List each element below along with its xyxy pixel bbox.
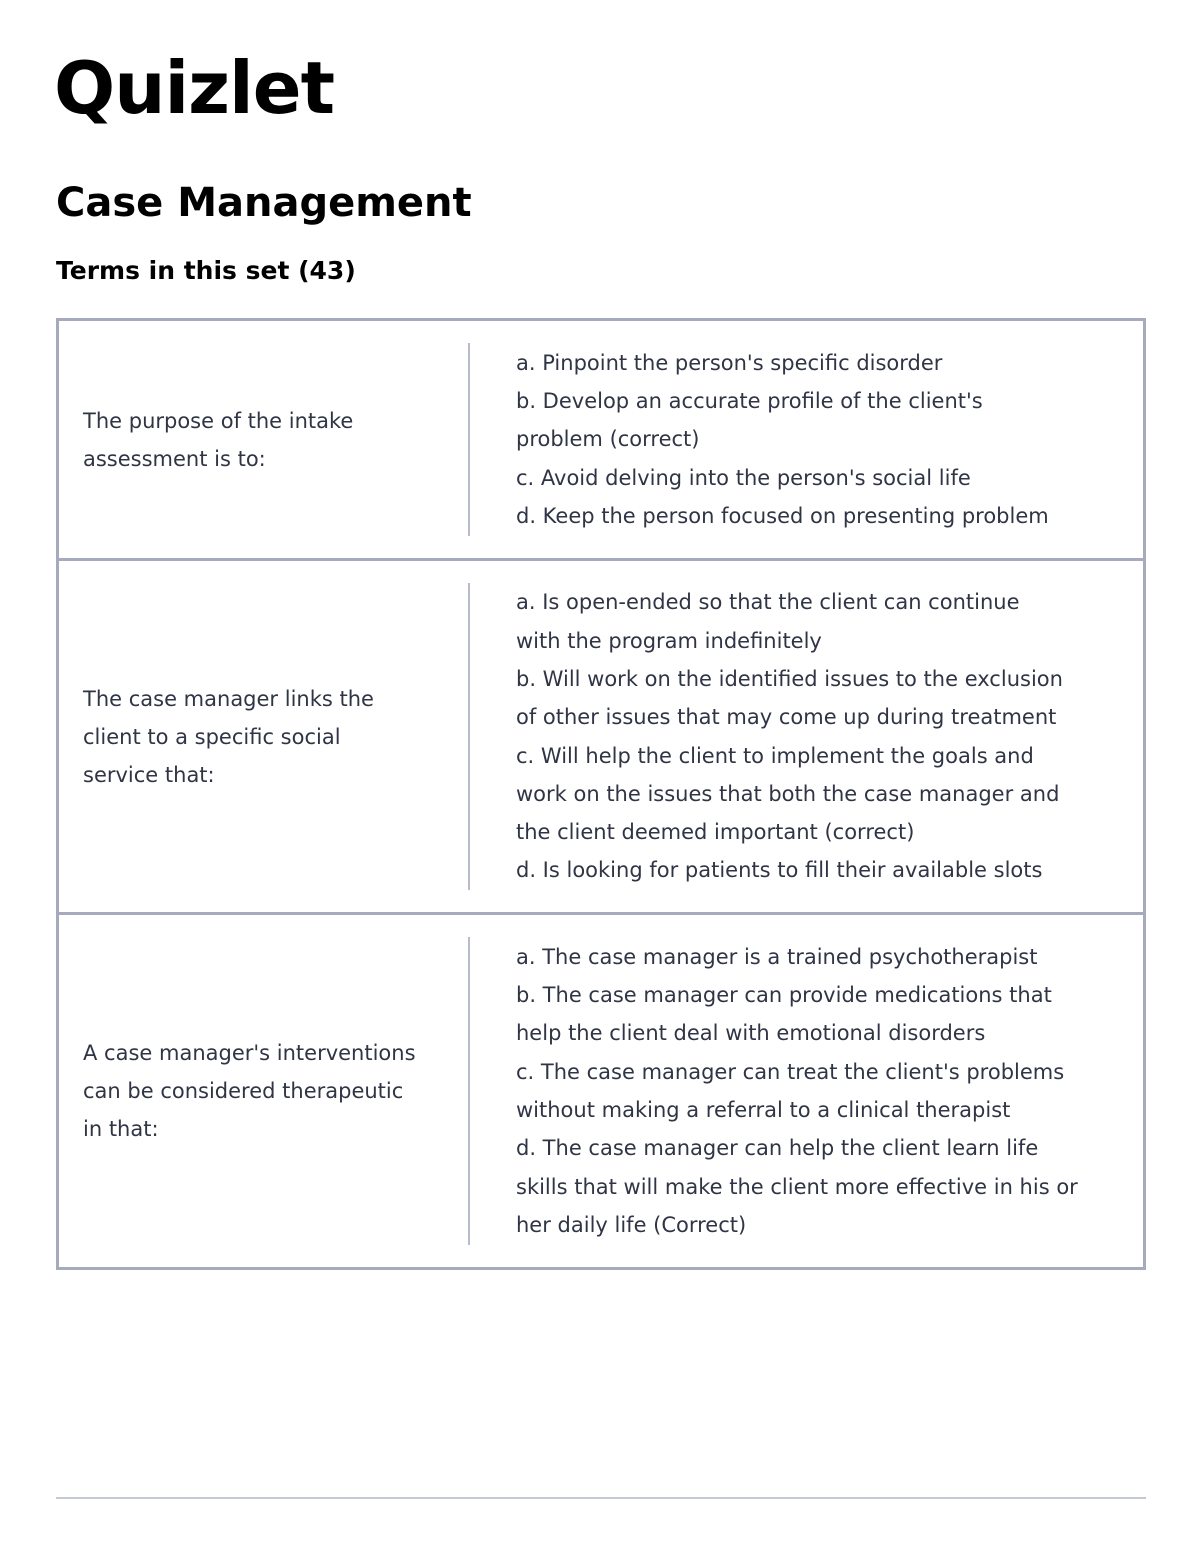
definition-text: [470, 561, 1140, 912]
term-text: [59, 915, 468, 1267]
definition-line: with the program indefinitely: [516, 628, 822, 653]
definition-line: c. The case manager can treat the client's problems: [516, 1059, 1065, 1084]
definition-line: b. Will work on the identified issues to the exclusion: [516, 666, 1063, 691]
definition-line: a. Is open-ended so that the client can continue: [516, 590, 1020, 615]
definition-line: a. Pinpoint the person's specific disorder: [516, 350, 943, 375]
term-line: service that:: [83, 762, 215, 787]
term-line: The purpose of the intake: [83, 408, 354, 433]
term-line: assessment is to:: [83, 446, 266, 471]
footer-divider: [56, 1497, 1146, 1499]
term-text: [59, 561, 468, 912]
definition-text: [470, 321, 1140, 558]
set-title: Case Management: [56, 180, 472, 226]
term-text: [59, 321, 468, 558]
definition-line: b. Develop an accurate profile of the client's: [516, 389, 983, 414]
definition-line: d. The case manager can help the client learn life: [516, 1136, 1039, 1161]
definition-line: c. Will help the client to implement the goals and: [516, 743, 1034, 768]
definition-line: b. The case manager can provide medications that: [516, 983, 1052, 1008]
definition-line: c. Avoid delving into the person's social life: [516, 465, 971, 490]
term-card: [56, 558, 1146, 915]
definition-line: help the client deal with emotional disorders: [516, 1021, 986, 1046]
quizlet-logo: Quizlet: [54, 46, 334, 130]
term-line: can be considered therapeutic: [83, 1079, 404, 1103]
definition-line: problem (correct): [516, 427, 700, 452]
definition-line: a. The case manager is a trained psychotherapist: [516, 944, 1038, 969]
definition-text: [470, 915, 1140, 1267]
definition-line: her daily life (Correct): [516, 1212, 747, 1237]
definition-line: without making a referral to a clinical therapist: [516, 1098, 1011, 1122]
term-card-list: [56, 318, 1146, 1270]
term-line: client to a specific social: [83, 724, 341, 749]
term-line: The case manager links the: [83, 686, 374, 711]
definition-line: work on the issues that both the case manager and: [516, 781, 1060, 806]
term-line: in that:: [83, 1117, 159, 1141]
definition-line: d. Is looking for patients to fill their available slots: [516, 858, 1043, 883]
term-line: A case manager's interventions: [83, 1041, 416, 1065]
term-card: [56, 912, 1146, 1270]
term-card: [56, 318, 1146, 561]
definition-line: skills that will make the client more effective in his or: [516, 1174, 1078, 1199]
definition-line: the client deemed important (correct): [516, 820, 915, 845]
definition-line: d. Keep the person focused on presenting problem: [516, 503, 1049, 528]
terms-count-heading: Terms in this set (43): [56, 256, 356, 285]
definition-line: of other issues that may come up during treatment: [516, 705, 1057, 730]
